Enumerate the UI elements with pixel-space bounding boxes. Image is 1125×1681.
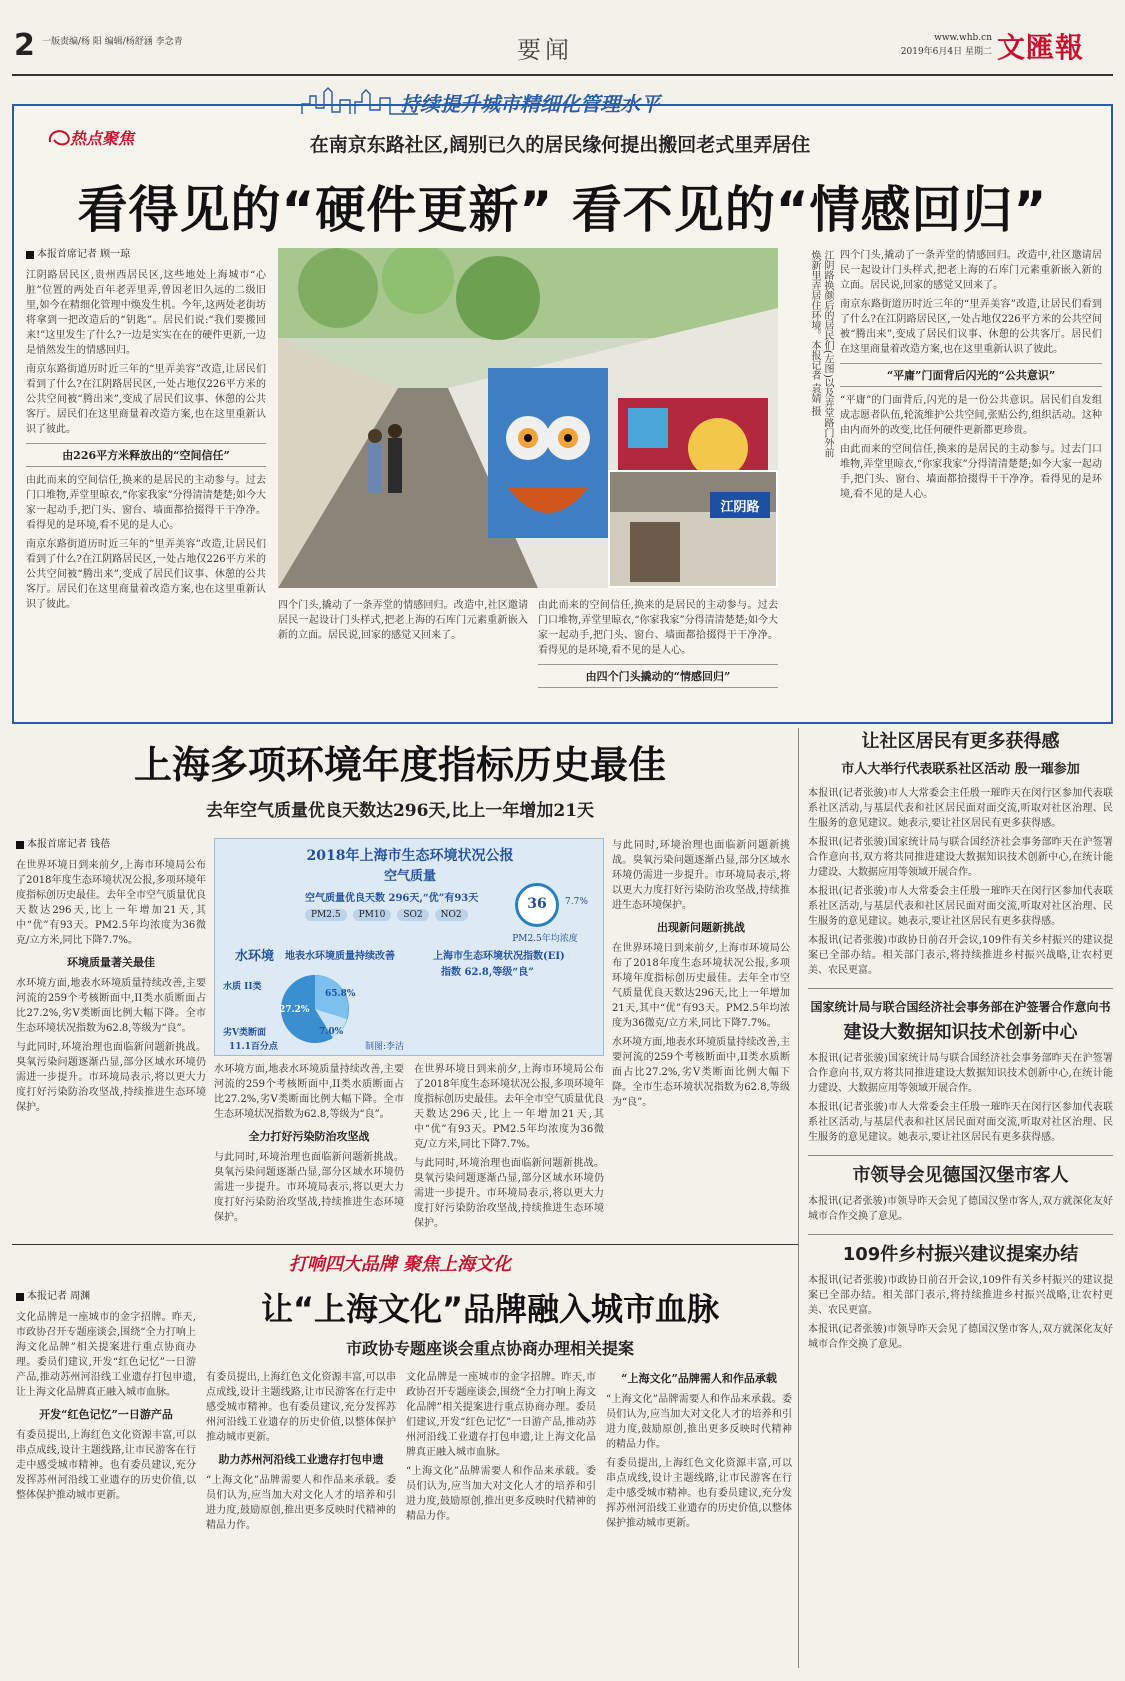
street-sign-image xyxy=(610,472,778,588)
byline-marker xyxy=(16,1293,24,1301)
feature-paragraph: 由此而来的空间信任,换来的是居民的主动参与。过去门口堆物,弄堂里晾衣,“你家我家”分得清清楚楚;如今大家一起动手,把门头、窗台、墙面都拾掇得干干净净。看得见的是环境,看不见的是人心。 xyxy=(538,600,778,656)
masthead-rule xyxy=(12,74,1113,76)
culture-headline: 让“上海文化”品牌融入城市血脉 xyxy=(260,1290,720,1328)
feature-byline: 本报首席记者 顾一琼 xyxy=(37,249,131,260)
sidebar-story2-kicker: 国家统计局与联合国经济社会事务部在沪签署合作意向书 xyxy=(810,1000,1111,1014)
sidebar-story4-head: 109件乡村振兴建议提案办结 xyxy=(842,1244,1079,1265)
env-headline: 上海多项环境年度指标历史最佳 xyxy=(133,743,666,787)
photo-caption: 江阴路换颜后的居民们(左图)以及弄堂路门外前焕新里弄居住环境。本报记者 袁婧 摄 xyxy=(809,250,833,458)
feature-subhead-1: 由226平方米释放出的“空间信任” xyxy=(26,443,266,467)
pm-change: 7.7% xyxy=(565,897,588,907)
culture-paragraph: “上海文化”品牌需要人和作品来承载。委员们认为,应当加大对文化人才的培养和引进力度,鼓励原创,推出更多反映时代精神的精品力作。 xyxy=(406,1466,596,1522)
water-pct-a: 27.2% xyxy=(279,1005,310,1015)
page-number: 2 xyxy=(14,28,35,63)
culture-banner: 打响四大品牌 聚焦上海文化 xyxy=(288,1254,512,1275)
issue-date: 2019年6月4日 星期二 xyxy=(900,47,992,57)
ecology-value: 指数 62.8,等级“良” xyxy=(441,967,534,978)
feature-paragraph: 南京东路街道历时近三年的“里弄美容”改造,让居民们看到了什么?在江阴路居民区,一处占地仅226平方米的公共空间被“腾出来”,变成了居民们议事、休憩的公共客厅。居民们在这里商量着改造方案,也在这里重新认识了彼此。 xyxy=(26,539,266,610)
env-col-4 xyxy=(612,838,790,1238)
sidebar-paragraph: 本报讯(记者张骏)国家统计局与联合国经济社会事务部昨天在沪签署合作意向书,双方将共同推进建设大数据知识技术创新中心,在统计能力建设、大数据应用等领域开展合作。 xyxy=(808,837,1113,878)
feature-paragraph: 四个门头,撬动了一条弄堂的情感回归。改造中,社区邀请居民一起设计门头样式,把老上海的石库门元素重新嵌入新的立面。居民说,回家的感觉又回来了。 xyxy=(840,250,1102,291)
sidebar-story3-head: 市领导会见德国汉堡市客人 xyxy=(852,1165,1069,1186)
sidebar-paragraph: 本报讯(记者张骏)市领导昨天会见了德国汉堡市客人,双方就深化友好城市合作交换了意见。 xyxy=(808,1324,1113,1350)
feature-col-3 xyxy=(538,598,778,718)
feature-paragraph: 由此而来的空间信任,换来的是居民的主动参与。过去门口堆物,弄堂里晾衣,“你家我家”分得清清楚楚;如今大家一起动手,把门头、窗台、墙面都拾掇得干干净净。看得见的是环境,看不见的是人心。 xyxy=(26,475,266,531)
pollutant-list xyxy=(305,909,468,921)
culture-paragraph: 文化品牌是一座城市的金字招牌。昨天,市政协召开专题座谈会,围绕“全力打响上海文化品牌”相关提案进行重点协商办理。委员们建议,开发“红色记忆”一日游产品,推动苏州河沿线工业遗存打包申遗,让上海文化品牌真正融入城市血脉。 xyxy=(16,1312,196,1398)
sidebar-paragraph: 本报讯(记者张骏)国家统计局与联合国经济社会事务部昨天在沪签署合作意向书,双方将共同推进建设大数据知识技术创新中心,在统计能力建设、大数据应用等领域开展合作。 xyxy=(808,1053,1113,1094)
feature-subhead-2: 由四个门头撬动的“情感回归” xyxy=(538,664,778,688)
sidebar-paragraph: 本报讯(记者张骏)市人大常委会主任殷一璀昨天在闵行区参加代表联系社区活动,与基层代表和社区居民面对面交流,听取对社区治理、民生服务的意见建议。她表示,要让社区居民有更多获得感。 xyxy=(808,1102,1113,1143)
sidebar xyxy=(808,730,1113,1675)
env-col-2 xyxy=(214,1062,404,1238)
env-col-1 xyxy=(16,838,206,1238)
env-paragraph: 与此同时,环境治理也面临新问题新挑战。臭氧污染问题逐渐凸显,部分区域水环境仍需进一步提升。市环境局表示,将以更大力度打好污染防治攻坚战,持续推进生态环境保护。 xyxy=(16,1042,206,1113)
env-subhead-1: 环境质量著关最佳 xyxy=(67,956,155,969)
feature-col-2 xyxy=(278,598,528,718)
editor-credits: 一版责编/杨 阳 编辑/杨舒涵 李念青 xyxy=(42,37,183,47)
sidebar-paragraph: 本报讯(记者张骏)市人大常委会主任殷一璀昨天在闵行区参加代表联系社区活动,与基层代表和社区居民面对面交流,听取对社区治理、民生服务的意见建议。她表示,要让社区居民有更多获得感。 xyxy=(808,788,1113,829)
env-paragraph: 水环境方面,地表水环境质量持续改善,主要河流的259个考核断面中,II类水质断面占比27.2%,劣V类断面比例大幅下降。全市生态环境状况指数为62.8,等级为“良”。 xyxy=(16,978,206,1034)
culture-paragraph: 有委员提出,上海红色文化资源丰富,可以串点成线,设计主题线路,让市民游客在行走中感受城市精神。也有委员建议,充分发挥苏州河沿线工业遗存的历史价值,以整体保护推动城市更新。 xyxy=(606,1458,792,1529)
culture-subhead: 市政协专题座谈会重点协商办理相关提案 xyxy=(345,1339,634,1358)
feature-col-4 xyxy=(840,248,1102,718)
paper-logo: 文匯報 xyxy=(997,31,1085,64)
inset-photo xyxy=(608,470,778,588)
pollutant-chip: NO2 xyxy=(435,909,468,921)
pm-label: PM2.5年均浓度 xyxy=(512,934,578,944)
sidebar-story1-sub: 市人大举行代表联系社区活动 殷一璀参加 xyxy=(841,762,1080,777)
env-subhead-3: 全力打好污染防治攻坚战 xyxy=(248,1130,370,1143)
water-label-c: 11.1百分点 xyxy=(229,1042,278,1052)
feature-col-1 xyxy=(26,248,266,718)
section-name: 要闻 xyxy=(517,36,573,64)
water-title: 水环境 xyxy=(235,949,275,964)
culture-col-2 xyxy=(206,1370,396,1670)
env-paragraph: 在世界环境日到来前夕,上海市环境局公布了2018年度生态环境状况公报,多项环境年度指标创历史最佳。去年全市空气质量优良天数达296天,比上一年增加21天,其中“优”有93天。PM2.5年均浓度为36微克/立方米,同比下降7.7%。 xyxy=(414,1064,604,1150)
env-byline: 本报首席记者 钱蓓 xyxy=(27,839,111,850)
culture-paragraph: 文化品牌是一座城市的金字招牌。昨天,市政协召开专题座谈会,围绕“全力打响上海文化品牌”相关提案进行重点协商办理。委员们建议,开发“红色记忆”一日游产品,推动苏州河沿线工业遗存打包申遗,让上海文化品牌真正融入城市血脉。 xyxy=(406,1372,596,1458)
env-paragraph: 与此同时,环境治理也面临新问题新挑战。臭氧污染问题逐渐凸显,部分区域水环境仍需进一步提升。市环境局表示,将以更大力度打好污染防治攻坚战,持续推进生态环境保护。 xyxy=(414,1158,604,1229)
water-label-a: 水质 II类 xyxy=(223,982,262,992)
culture-paragraph: “上海文化”品牌需要人和作品来承载。委员们认为,应当加大对文化人才的培养和引进力度,鼓励原创,推出更多反映时代精神的精品力作。 xyxy=(206,1475,396,1531)
culture-col-1 xyxy=(16,1290,196,1670)
env-paragraph: 在世界环境日到来前夕,上海市环境局公布了2018年度生态环境状况公报,多项环境年度指标创历史最佳。去年全市空气质量优良天数达296天,比上一年增加21天,其中“优”有93天。PM2.5年均浓度为36微克/立方米,同比下降7.7%。 xyxy=(612,943,790,1029)
air-quality-title: 空气质量 xyxy=(383,869,436,884)
section-divider xyxy=(12,1244,798,1245)
feature-paragraph: 江阴路居民区,贵州西居民区,这些地处上海城市“心脏”位置的两处百年老弄里弄,曾因老旧久远的二级旧里,如今在精细化管理中焕发生机。今年,这两处老街坊将拿到一把改造后的“钥匙”。居民们说:“我们要搬回来!”这里发生了什么?一边是实实在在的硬件更新,一边是悄然发生的情感回归。 xyxy=(26,270,266,356)
street-sign-label: 江阴路 xyxy=(720,500,760,515)
culture-paragraph: “上海文化”品牌需要人和作品来承载。委员们认为,应当加大对文化人才的培养和引进力度,鼓励原创,推出更多反映时代精神的精品力作。 xyxy=(606,1394,792,1450)
feature-paragraph: “平庸”的门面背后,闪光的是一份公共意识。居民们自发组成志愿者队伍,轮流维护公共空间,张贴公约,组织活动。这种由内而外的改变,比任何硬件更新都更珍贵。 xyxy=(840,395,1102,436)
sidebar-paragraph: 本报讯(记者张骏)市政协日前召开会议,109件有关乡村振兴的建议提案已全部办结。相关部门表示,将持续推进乡村振兴战略,让农村更美、农民更富。 xyxy=(808,1275,1113,1316)
ecology-title: 上海市生态环境状况指数(EI) xyxy=(433,951,565,962)
water-sub: 地表水环境质量持续改善 xyxy=(285,951,395,962)
culture-col-3 xyxy=(406,1370,596,1670)
culture-subhead-1: 开发“红色记忆”一日游产品 xyxy=(39,1408,173,1421)
env-subhead: 去年空气质量优良天数达296天,比上一年增加21天 xyxy=(205,801,595,821)
feature-banner-title: 持续提升城市精细化管理水平 xyxy=(400,92,660,116)
feature-headline: 看得见的“硬件更新” 看不见的“情感回归” xyxy=(77,181,1048,239)
paper-url: www.whb.cn xyxy=(934,33,992,43)
culture-paragraph: 有委员提出,上海红色文化资源丰富,可以串点成线,设计主题线路,让市民游客在行走中感受城市精神。也有委员建议,充分发挥苏州河沿线工业遗存的历史价值,以整体保护推动城市更新。 xyxy=(206,1372,396,1443)
hot-topic-badge xyxy=(46,124,156,150)
feature-paragraph: 南京东路街道历时近三年的“里弄美容”改造,让居民们看到了什么?在江阴路居民区,一处占地仅226平方米的公共空间被“腾出来”,变成了居民们议事、休憩的公共客厅。居民们在这里商量着改造方案,也在这里重新认识了彼此。 xyxy=(26,364,266,435)
env-paragraph: 在世界环境日到来前夕,上海市环境局公布了2018年度生态环境状况公报,多项环境年度指标创历史最佳。去年全市空气质量优良天数达296天,比上一年增加21天,其中“优”有93天。PM2.5年均浓度为36微克/立方米,同比下降7.7%。 xyxy=(16,860,206,946)
byline-marker xyxy=(26,251,34,259)
skyline-banner xyxy=(300,84,780,120)
culture-subhead-3: “上海文化”品牌需人和作品承载 xyxy=(621,1372,777,1385)
air-quality-line: 空气质量优良天数 296天,“优”有93天 xyxy=(305,893,479,904)
pm-value: 36 xyxy=(527,896,547,912)
water-pct-c: 7.0% xyxy=(319,1027,344,1037)
infographic-title: 2018年上海市生态环境状况公报 xyxy=(306,848,514,864)
byline-marker xyxy=(16,841,24,849)
water-label-b: 劣V类断面 xyxy=(223,1028,266,1038)
masthead xyxy=(12,0,1113,76)
env-paragraph: 与此同时,环境治理也面临新问题新挑战。臭氧污染问题逐渐凸显,部分区域水环境仍需进一步提升。市环境局表示,将以更大力度打好污染防治攻坚战,持续推进生态环境保护。 xyxy=(214,1152,404,1223)
feature-subhead-3: “平庸”门面背后闪光的“公共意识” xyxy=(840,363,1102,387)
feature-paragraph: 南京东路街道历时近三年的“里弄美容”改造,让居民们看到了什么?在江阴路居民区,一处占地仅226平方米的公共空间被“腾出来”,变成了居民们议事、休憩的公共客厅。居民们在这里商量着改造方案,也在这里重新认识了彼此。 xyxy=(840,299,1102,355)
sidebar-paragraph: 本报讯(记者张骏)市政协日前召开会议,109件有关乡村振兴的建议提案已全部办结。相关部门表示,将持续推进乡村振兴战略,让农村更美、农民更富。 xyxy=(808,935,1113,976)
culture-paragraph: 有委员提出,上海红色文化资源丰富,可以串点成线,设计主题线路,让市民游客在行走中感受城市精神。也有委员建议,充分发挥苏州河沿线工业遗存的历史价值,以整体保护推动城市更新。 xyxy=(16,1430,196,1501)
env-paragraph: 与此同时,环境治理也面临新问题新挑战。臭氧污染问题逐渐凸显,部分区域水环境仍需进一步提升。市环境局表示,将以更大力度打好污染防治攻坚战,持续推进生态环境保护。 xyxy=(612,840,790,911)
hot-topic-label: 热点聚焦 xyxy=(70,129,135,148)
sidebar-story1-head: 让社区居民有更多获得感 xyxy=(861,731,1060,752)
culture-subhead-2: 助力苏州河沿线工业遗存打包申遗 xyxy=(218,1453,384,1466)
sidebar-paragraph: 本报讯(记者张骏)市人大常委会主任殷一璀昨天在闵行区参加代表联系社区活动,与基层代表和社区居民面对面交流,听取对社区治理、民生服务的意见建议。她表示,要让社区居民有更多获得感。 xyxy=(808,886,1113,927)
feature-paragraph: 四个门头,撬动了一条弄堂的情感回归。改造中,社区邀请居民一起设计门头样式,把老上海的石库门元素重新嵌入新的立面。居民说,回家的感觉又回来了。 xyxy=(278,600,528,641)
pollutant-chip: PM2.5 xyxy=(305,909,347,921)
env-infographic xyxy=(214,838,604,1056)
feature-paragraph: 由此而来的空间信任,换来的是居民的主动参与。过去门口堆物,弄堂里晾衣,“你家我家”分得清清楚楚;如今大家一起动手,把门头、窗台、墙面都拾掇得干干净净。看得见的是环境,看不见的是人心。 xyxy=(840,444,1102,500)
env-subhead-2: 出现新问题新挑战 xyxy=(657,921,745,934)
pollutant-chip: PM10 xyxy=(353,909,392,921)
chart-credit: 制图:李洁 xyxy=(365,1042,405,1052)
env-paragraph: 水环境方面,地表水环境质量持续改善,主要河流的259个考核断面中,II类水质断面占比27.2%,劣V类断面比例大幅下降。全市生态环境状况指数为62.8,等级为“良”。 xyxy=(612,1037,790,1108)
env-col-3 xyxy=(414,1062,604,1238)
water-pct-b: 65.8% xyxy=(325,989,356,999)
culture-col-4 xyxy=(606,1370,792,1670)
sidebar-story2-head: 建设大数据知识技术创新中心 xyxy=(843,1022,1078,1043)
pollutant-chip: SO2 xyxy=(397,909,428,921)
env-paragraph: 水环境方面,地表水环境质量持续改善,主要河流的259个考核断面中,II类水质断面占比27.2%,劣V类断面比例大幅下降。全市生态环境状况指数为62.8,等级为“良”。 xyxy=(214,1064,404,1120)
sidebar-paragraph: 本报讯(记者张骏)市领导昨天会见了德国汉堡市客人,双方就深化友好城市合作交换了意见。 xyxy=(808,1196,1113,1222)
pm-ring xyxy=(515,883,559,927)
culture-byline: 本报记者 周渊 xyxy=(27,1291,91,1302)
column-divider xyxy=(798,728,799,1668)
feature-kicker: 在南京东路社区,阔别已久的居民缘何提出搬回老式里弄居住 xyxy=(309,134,811,156)
